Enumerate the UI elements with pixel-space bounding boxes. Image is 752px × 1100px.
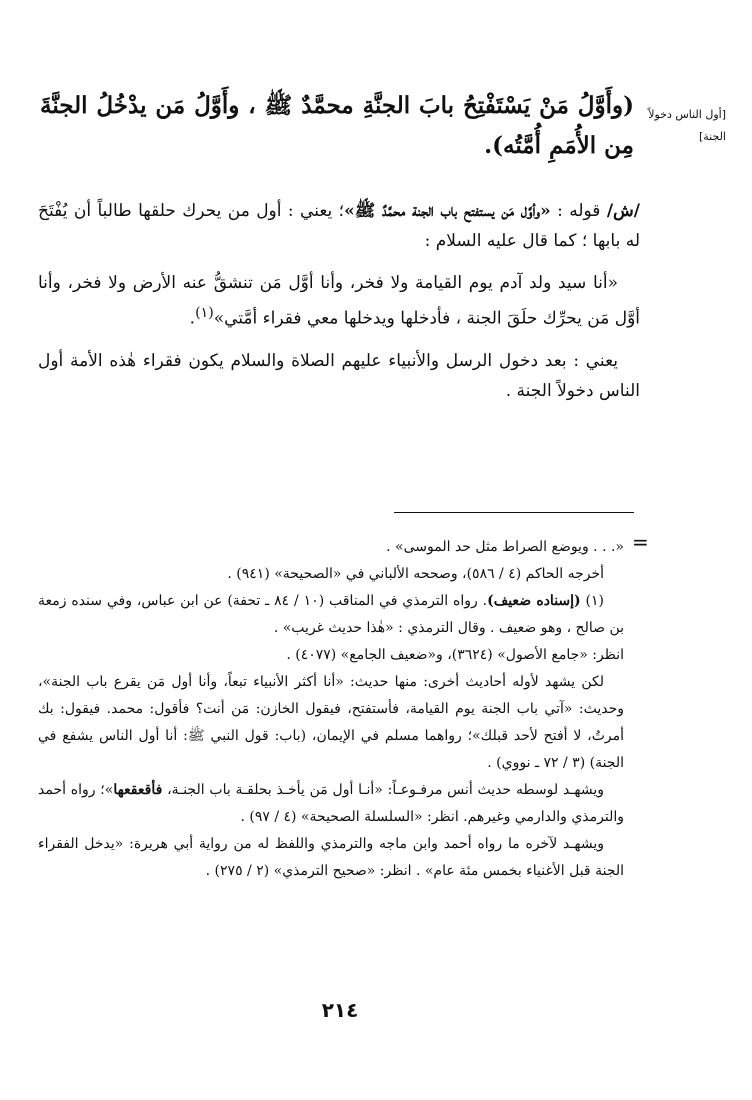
footnote-separator	[394, 512, 634, 513]
footnotes	[38, 534, 624, 885]
margin-note-line-2: الجنة]	[698, 130, 726, 143]
commentary-label: قوله :	[557, 201, 601, 221]
hadith-text: «أنا سيد ولد آدم يوم القيامة ولا فخر، وأنا أوَّل مَن تنشقُّ عنه الأرض ولا فخر، وأنا أوَّل مَن يحرِّك حلَقَ الجنة ، فأدخلها ويدخلها معي فقراء أمَّتي»	[38, 273, 640, 329]
commentary-conclusion: يعني : بعد دخول الرسل والأنبياء عليهم الصلاة والسلام يكون فقراء هٰذه الأمة أول الناس دخولاً الجنة .	[38, 350, 640, 401]
footnote-1-witness-3: ويشهـد لآخره ما رواه أحمد وابن ماجه والترمذي واللفظ له من رواية أبي هريرة: «يدخل الفقراء الجنة قبل الأغنياء بخمس مئة عام» . انظر: «صحيح الترمذي» (٢ / ٢٧٥) .	[38, 836, 624, 879]
footnote-1-sources: انظر: «جامع الأصول» (٣٦٢٤)، و«ضعيف الجامع» (٤٠٧٧) .	[286, 647, 624, 663]
margin-note-line-1: [أول الناس دخولاً	[648, 108, 726, 121]
footnote-1-witness-1: لكن يشهد لأوله أحاديث أخرى: منها حديث: «أنا أكثر الأنبياء تبعاً، وأنا أول مَن يقرع باب الجنة»، وحديث: «آتي باب الجنة يوم القيامة، فأستفتح، فيقول الخازن: مَن أنت؟ فأقول: محمد. فيقول: بك أمرتُ، لا أفتح لأحد قبلك»؛ رواهما مسلم في الإيمان، (باب: قول النبي ﷺ: أنا أول الناس يشفع في الجنة) (٣ / ٧٢ ـ نووي) .	[38, 674, 624, 771]
footnote-takhrij: أخرجه الحاكم (٤ / ٥٨٦)، وصححه الألباني في «الصحيحة» (٩٤١) .	[227, 566, 604, 582]
continuation-mark: =	[632, 530, 649, 554]
matn-text: (وأَوَّلُ مَنْ يَسْتَفْتِحُ بابَ الجنَّةِ محمَّدٌ ﷺ ، وأَوَّلُ مَن يدْخُلُ الجنَّةَ مِن الأُمَمِ أُمَّتُه).	[40, 92, 634, 159]
footnote-1-grade: (إسناده ضعيف)	[487, 593, 581, 609]
footnote-1	[38, 588, 624, 642]
page-number: ٢١٤	[321, 998, 359, 1022]
footnote-ref[interactable]: (١)	[195, 305, 214, 321]
footnote-1-witness-2-bold: فأقعقعها	[113, 782, 163, 798]
footnote-1-witness-2-rest: »؛ رواه أحمد والترمذي والدارمي وغيرهم. انظر: «السلسلة الصحيحة» (٤ / ٩٧) .	[38, 782, 624, 825]
commentary-marker: /ش/	[606, 201, 640, 221]
commentary	[38, 196, 640, 418]
margin-note	[636, 104, 726, 148]
footnote-1-number: (١)	[585, 593, 604, 609]
footnote-1-text: . رواه الترمذي في المناقب (١٠ / ٨٤ ـ تحفة) عن ابن عباس، وفي سنده زمعة بن صالح ، وهو ضعيف . وقال الترمذي : «هٰذا حديث غريب» .	[38, 593, 624, 636]
footnote-continued: «. . . ويوضع الصراط مثل حد الموسى» .	[386, 539, 624, 555]
commentary-quote: «وأوَّل مَن يستفتح باب الجنة محمَّدٌ ﷺ»	[344, 201, 551, 221]
footnote-1-witness-2-text: ويشهـد لوسطه حديث أنس مرفـوعـاً: «أنـا أول مَن يأخـذ بحلقـة باب الجنـة،	[167, 782, 604, 798]
footnote-1-witness-2	[38, 777, 624, 831]
commentary-explanation: ؛ يعني : أول من يحرك حلقها طالباً أن يُفْتَحَ له بابها ؛ كما قال عليه السلام :	[38, 201, 640, 251]
commentary-intro	[38, 196, 640, 256]
hadith-block	[38, 268, 640, 334]
hadith-end: .	[189, 308, 196, 329]
